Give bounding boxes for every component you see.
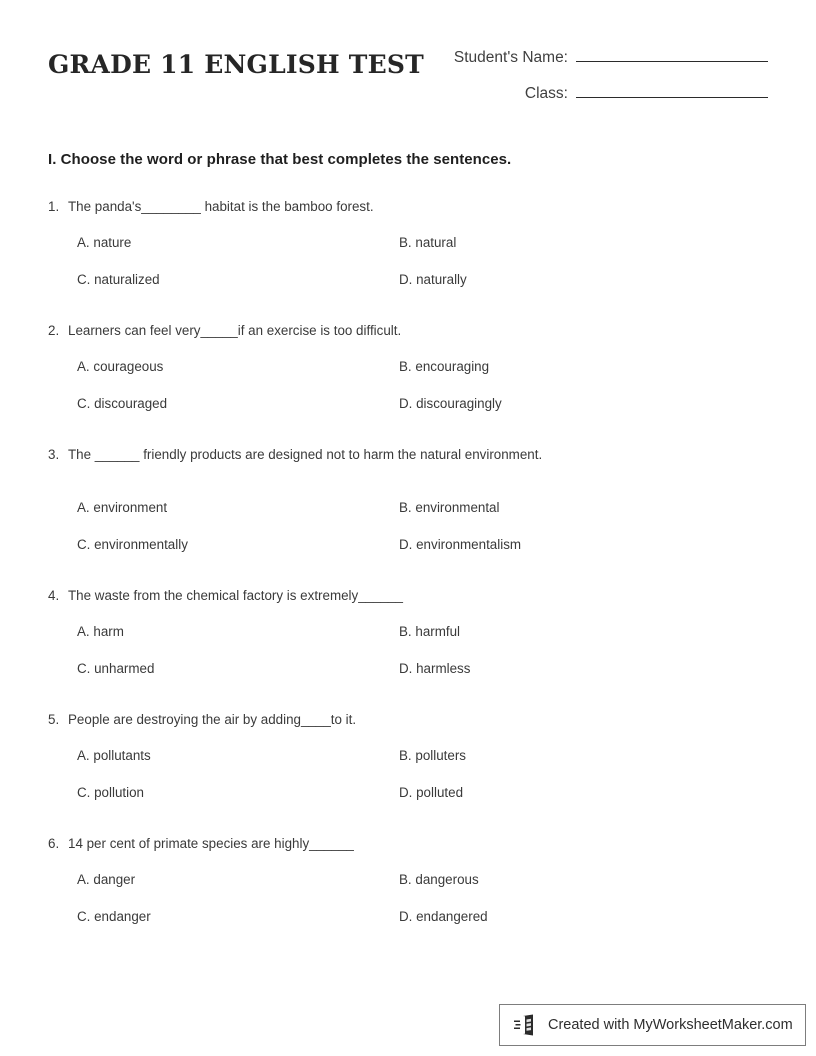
spacer xyxy=(48,690,768,711)
option-a[interactable]: A. nature xyxy=(77,235,132,250)
spacer xyxy=(48,814,768,835)
created-with-text: Created with MyWorksheetMaker.com xyxy=(548,1017,793,1033)
question-text: Learners can feel very_____if an exercise is too difficult. xyxy=(68,323,402,338)
option-b[interactable]: B. natural xyxy=(399,235,457,250)
option-d[interactable]: D. environmentalism xyxy=(399,537,522,552)
questions-list xyxy=(48,198,768,938)
question-item-2 xyxy=(48,322,768,413)
options-group xyxy=(48,623,768,678)
question-text: The panda's________ habitat is the bamboo forest. xyxy=(68,199,374,214)
question-number: 1. xyxy=(48,199,60,214)
question-prompt xyxy=(48,446,768,464)
spacer xyxy=(48,301,768,322)
student-name-label: Student's Name: xyxy=(453,49,568,66)
options-group xyxy=(48,358,768,413)
option-b[interactable]: B. harmful xyxy=(399,624,461,639)
question-item-5 xyxy=(48,711,768,802)
question-text: The waste from the chemical factory is extremely______ xyxy=(68,588,403,603)
question-number: 4. xyxy=(48,588,60,603)
option-c[interactable]: C. discouraged xyxy=(77,396,168,411)
spacer xyxy=(48,425,768,446)
option-a[interactable]: A. harm xyxy=(77,624,124,639)
option-row xyxy=(48,660,768,678)
option-c[interactable]: C. unharmed xyxy=(77,661,155,676)
option-row xyxy=(48,747,768,765)
option-a[interactable]: A. courageous xyxy=(77,359,164,374)
option-c[interactable]: C. environmentally xyxy=(77,537,188,552)
question-text: People are destroying the air by adding____to it. xyxy=(68,712,357,727)
question-number: 3. xyxy=(48,447,60,462)
option-d[interactable]: D. polluted xyxy=(399,785,464,800)
option-row xyxy=(48,871,768,889)
options-group xyxy=(48,234,768,289)
option-b[interactable]: B. encouraging xyxy=(399,359,490,374)
question-item-1 xyxy=(48,198,768,289)
question-text: The ______ friendly products are designed not to harm the natural environment. xyxy=(68,447,543,462)
option-d[interactable]: D. endangered xyxy=(399,909,488,924)
question-prompt xyxy=(48,322,768,340)
options-group xyxy=(48,747,768,802)
section-heading: I. Choose the word or phrase that best completes the sentences. xyxy=(48,151,512,168)
question-number: 5. xyxy=(48,712,60,727)
option-row xyxy=(48,908,768,926)
spacer xyxy=(48,566,768,587)
option-c[interactable]: C. pollution xyxy=(77,785,144,800)
option-c[interactable]: C. naturalized xyxy=(77,272,160,287)
student-name-blank[interactable] xyxy=(576,44,768,62)
question-item-3 xyxy=(48,446,768,554)
options-group xyxy=(48,499,768,554)
class-field-row xyxy=(378,80,768,116)
option-row xyxy=(48,499,768,517)
question-item-4 xyxy=(48,587,768,678)
created-with-badge[interactable] xyxy=(499,1004,806,1046)
question-item-6 xyxy=(48,835,768,926)
option-a[interactable]: A. danger xyxy=(77,872,136,887)
question-number: 6. xyxy=(48,836,60,851)
page-title: GRADE 11 ENGLISH TEST xyxy=(48,50,424,79)
question-number: 2. xyxy=(48,323,60,338)
option-row xyxy=(48,234,768,252)
option-b[interactable]: B. polluters xyxy=(399,748,466,763)
class-label: Class: xyxy=(524,85,568,102)
option-b[interactable]: B. environmental xyxy=(399,500,500,515)
option-row xyxy=(48,536,768,554)
option-d[interactable]: D. naturally xyxy=(399,272,467,287)
worksheet-header xyxy=(48,44,768,124)
student-name-field-row xyxy=(378,44,768,80)
option-row xyxy=(48,358,768,376)
option-row xyxy=(48,623,768,641)
class-blank[interactable] xyxy=(576,80,768,98)
options-group xyxy=(48,871,768,926)
question-prompt xyxy=(48,198,768,216)
student-info-fields xyxy=(378,44,768,116)
option-b[interactable]: B. dangerous xyxy=(399,872,479,887)
option-row xyxy=(48,271,768,289)
question-prompt xyxy=(48,711,768,729)
option-d[interactable]: D. discouragingly xyxy=(399,396,502,411)
question-prompt xyxy=(48,587,768,605)
option-a[interactable]: A. pollutants xyxy=(77,748,151,763)
option-row xyxy=(48,784,768,802)
worksheet-maker-logo-icon xyxy=(514,1013,540,1037)
question-text: 14 per cent of primate species are highly______ xyxy=(68,836,354,851)
option-d[interactable]: D. harmless xyxy=(399,661,471,676)
question-prompt xyxy=(48,835,768,853)
option-row xyxy=(48,395,768,413)
option-a[interactable]: A. environment xyxy=(77,500,168,515)
option-c[interactable]: C. endanger xyxy=(77,909,151,924)
